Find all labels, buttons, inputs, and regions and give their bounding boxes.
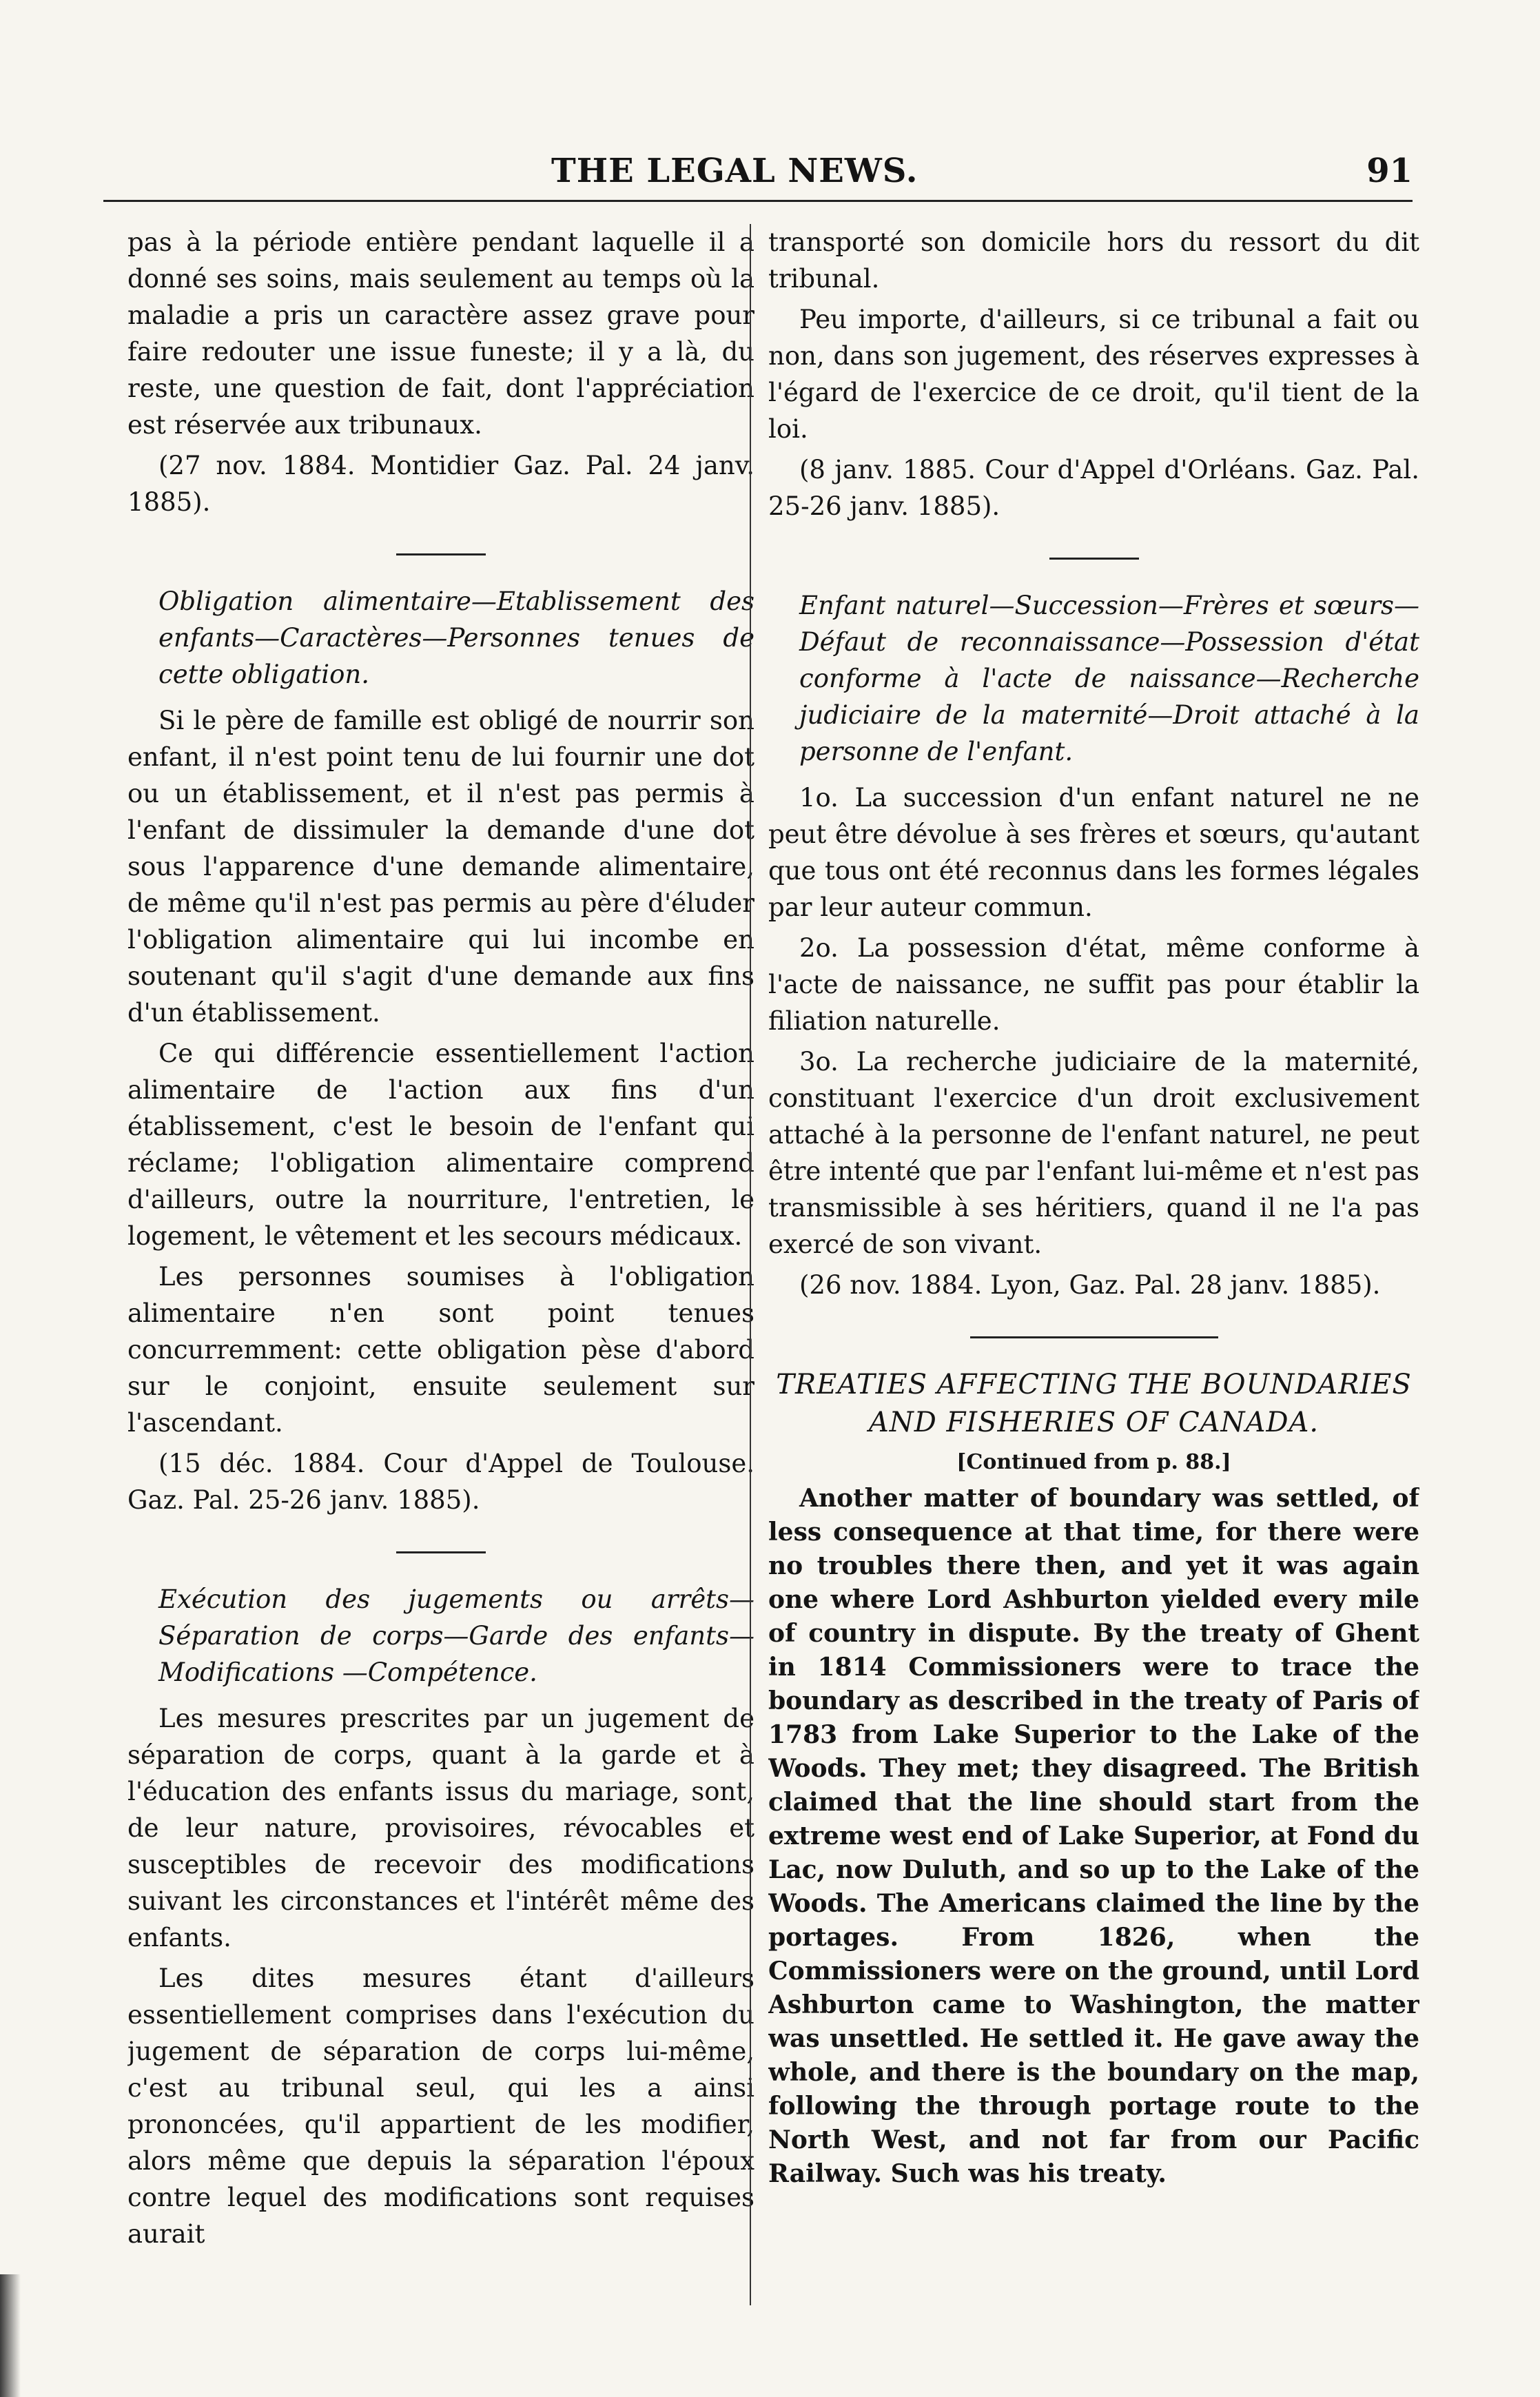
continued-note: [Continued from p. 88.] <box>956 1450 1231 1474</box>
page-number: 91 <box>1366 152 1413 190</box>
body-paragraph: Peu importe, d'ailleurs, si ce tribunal a fait ou non, dans son jugement, des réserves expresses à l'égard de l'exercice de ce droit, qu'il tient de la loi. <box>768 305 1419 444</box>
continued-paragraph: pas à la période entière pendant laquelle il a donné ses soins, mais seulement au temps où la maladie a pris un caractère assez grave pour faire redouter une issue funeste; il y a là, du reste, une question de fait, dont l'appréciation est réservée aux tribunaux. <box>127 227 754 440</box>
section-separator <box>396 553 486 555</box>
article-title: TREATIES AFFECTING THE BOUNDARIES AND FISHERIES OF CANADA. <box>776 1369 1412 1438</box>
continued-paragraph: transporté son domicile hors du ressort du dit tribunal. <box>768 227 1419 294</box>
article-body: Another matter of boundary was settled, of less consequence at that time, for there were no troubles there then, and yet it was again one where Lord Ashburton yielded every mile of country in dispute. By the treaty of Ghent in 1814 Commissioners were to trace the boundary as described in the treaty of Paris of 1783 from Lake Superior to the Lake of the Woods. They met; they disagreed. The British claimed that the line should start from the extreme west end of Lake Superior, at Fond du Lac, now Duluth, and so up to the Lake of the Woods. The Americans claimed the line by the portages. From 1826, when the Commissioners were on the ground, until Lord Ashburton came to Washington, the matter was unsettled. He settled it. He gave away the whole, and there is the boundary on the map, following the through portage route to the North West, and not far from our Pacific Railway. Such was his treaty. <box>768 1484 1419 2188</box>
section-heading: Obligation alimentaire—Etablissement des enfants—Caractères—Personnes tenues de cette obligation. <box>158 586 754 689</box>
citation: (15 déc. 1884. Cour d'Appel de Toulouse. Gaz. Pal. 25-26 janv. 1885). <box>127 1449 754 1515</box>
section-separator <box>970 1336 1218 1338</box>
body-paragraph: Les personnes soumises à l'obligation alimentaire n'en sont point tenues concurremment: cette obligation pèse d'abord sur le conjoint, ensuite seulement sur l'ascendant. <box>127 1262 754 1438</box>
left-column <box>127 224 754 2326</box>
body-paragraph: Les mesures prescrites par un jugement de séparation de corps, quant à la garde et à l'éducation des enfants issus du mariage, sont, de leur nature, provisoires, révocables et susceptibles de recevoir des modifications suivant les circonstances et l'intérêt même des enfants. <box>127 1704 754 1952</box>
body-paragraph: Ce qui différencie essentiellement l'action alimentaire de l'action aux fins d'un établissement, c'est le besoin de l'enfant qui réclame; l'obligation alimentaire comprend d'ailleurs, outre la nourriture, l'entretien, le logement, le vêtement et les secours médicaux. <box>127 1039 754 1251</box>
section-separator <box>1049 558 1139 560</box>
running-title: THE LEGAL NEWS. <box>551 152 918 190</box>
section-heading: Exécution des jugements ou arrêts—Séparation de corps—Garde des enfants—Modifications —Compétence. <box>158 1584 754 1687</box>
page-header <box>103 152 1413 200</box>
header-rule <box>103 200 1413 202</box>
section-separator <box>396 1551 486 1553</box>
body-paragraph: Les dites mesures étant d'ailleurs essentiellement comprises dans l'exécution du jugement de séparation de corps lui-même, c'est au tribunal seul, qui les a ainsi prononcées, qu'il appartient de les modifier, alors même que depuis la séparation l'époux contre lequel des modifications sont requises aurait <box>127 1963 754 2249</box>
right-column <box>768 224 1419 2326</box>
page-edge-shadow <box>0 2274 21 2397</box>
numbered-item: 2o. La possession d'état, même conforme à l'acte de naissance, ne suffit pas pour établir la filiation naturelle. <box>768 933 1419 1036</box>
column-divider <box>750 224 751 2305</box>
citation: (27 nov. 1884. Montidier Gaz. Pal. 24 janv. 1885). <box>127 451 754 517</box>
citation: (26 nov. 1884. Lyon, Gaz. Pal. 28 janv. 1885). <box>799 1270 1381 1300</box>
numbered-item: 3o. La recherche judiciaire de la maternité, constituant l'exercice d'un droit exclusivement attaché à la personne de l'enfant naturel, ne peut être intenté que par l'enfant lui-même et n'est pas transmissible à ses héritiers, quand il ne l'a pas exercé de son vivant. <box>768 1047 1419 1259</box>
citation: (8 janv. 1885. Cour d'Appel d'Orléans. Gaz. Pal. 25-26 janv. 1885). <box>768 455 1419 521</box>
numbered-item: 1o. La succession d'un enfant naturel ne ne peut être dévolue à ses frères et sœurs, qu'autant que tous ont été reconnus dans les formes légales par leur auteur commun. <box>768 783 1419 922</box>
body-paragraph: Si le père de famille est obligé de nourrir son enfant, il n'est point tenu de lui fournir une dot ou un établissement, et il n'est pas permis à l'enfant de dissimuler la demande d'une dot sous l'apparence d'une demande alimentaire, de même qu'il n'est pas permis au père d'éluder l'obligation alimentaire qui lui incombe en soutenant qu'il s'agit d'une demande aux fins d'un établissement. <box>127 706 754 1028</box>
section-heading: Enfant naturel—Succession—Frères et sœurs—Défaut de reconnaissance—Possession d'état conforme à l'acte de naissance—Recherche judiciaire de la maternité—Droit attaché à la personne de l'enfant. <box>799 591 1419 766</box>
